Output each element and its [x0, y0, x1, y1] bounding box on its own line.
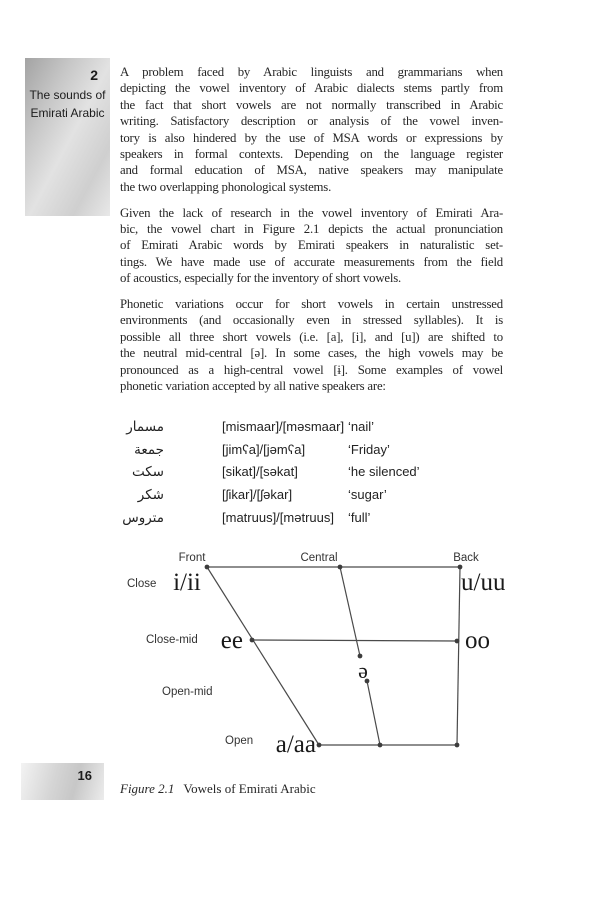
page-number: 16: [77, 768, 92, 783]
col-label-central: Central: [300, 552, 338, 564]
text-line: the fact that short vowels are not normally transcribed in Arabic: [120, 97, 503, 112]
page-number-bar: [21, 763, 104, 800]
vowel-schwa: ə: [358, 658, 368, 683]
example-transcription: [jimʕa]/[jəmʕa]: [222, 441, 306, 457]
example-row: [120, 487, 503, 510]
row-label-open: Open: [225, 735, 254, 747]
vowel-chart-figure: [125, 548, 505, 765]
chart-dot: [205, 565, 210, 570]
text-line: the two overlapping phonological systems.: [120, 179, 332, 194]
example-gloss: ‘full’: [348, 509, 371, 525]
chapter-number: 2: [90, 67, 98, 83]
text-line: tory is also hindered by the use of MSA words or expressions by: [120, 130, 503, 145]
row-label-close: Close: [127, 578, 157, 590]
example-transcription: [sikat]/[səkat]: [222, 464, 298, 480]
figure-caption-text: Vowels of Emirati Arabic: [183, 781, 316, 796]
text-line: environments (and occasionally even in stressed syllables). It is: [120, 313, 503, 328]
text-line: Given the lack of research in the vowel inventory of Emirati Ara-: [120, 205, 503, 220]
text-line: A problem faced by Arabic linguists and grammarians when: [120, 65, 503, 79]
text-line: of acoustics, especially for the inventory of short vowels.: [120, 271, 402, 286]
example-gloss: ‘sugar’: [348, 487, 387, 503]
chart-dot: [338, 565, 343, 570]
text-line: phonetic variation accepted by all native speakers are:: [120, 379, 386, 394]
row-label-open-mid: Open-mid: [162, 686, 213, 698]
chapter-title-line-1: The sounds of: [29, 88, 106, 102]
chapter-title-line-2: Emirati Arabic: [30, 106, 105, 120]
example-gloss: ‘nail’: [348, 419, 375, 434]
vowel-i-ii: i/ii: [173, 569, 201, 596]
chapter-header-bar: [25, 58, 110, 216]
figure-caption-label: Figure 2.1: [120, 781, 175, 796]
vowel-u-uu: u/uu: [461, 569, 505, 596]
chart-dot: [378, 743, 383, 748]
text-line: depicting the vowel inventory of Arabic dialects stems partly from: [120, 81, 503, 96]
text-line: and formal education of MSA, native speakers may manipulate: [120, 163, 503, 178]
example-arabic: متروس: [122, 509, 164, 525]
col-label-front: Front: [178, 552, 206, 564]
chart-dot: [455, 743, 460, 748]
chart-front-slant-line: [207, 567, 319, 745]
text-line: writing. Satisfactory description or analysis of the vowel inven-: [120, 114, 503, 129]
body-text-column: [120, 64, 503, 404]
examples-table: [120, 419, 503, 532]
example-row: [120, 419, 503, 442]
row-label-close-mid: Close-mid: [146, 634, 198, 646]
text-line: possible all three short vowels (i.e. [a], [i], and [u]) are shifted to: [120, 329, 503, 344]
example-row: [120, 510, 503, 533]
example-transcription: [mismaar]/[məsmaar]: [222, 419, 345, 434]
vowel-a-aa: a/aa: [275, 731, 316, 758]
text-line: of Emirati Arabic words by Emirati speakers in naturalistic set-: [120, 238, 503, 253]
paragraph: [120, 296, 503, 394]
text-line: speakers in formal contexts. Depending on the language register: [120, 147, 503, 162]
chapter-title: [25, 86, 110, 122]
chart-dot: [455, 639, 460, 644]
example-arabic: مسمار: [126, 419, 164, 434]
text-line: pronounced as a high-central vowel [ɨ]. Some examples of vowel: [120, 362, 503, 377]
paragraph: [120, 205, 503, 287]
example-row: [120, 442, 503, 465]
vowel-ee: ee: [220, 627, 243, 654]
chart-dot: [317, 743, 322, 748]
example-transcription: [ʃikar]/[ʃəkar]: [222, 487, 293, 503]
paragraph: [120, 64, 503, 195]
example-gloss: ‘he silenced’: [348, 464, 420, 480]
chart-close-mid-line: [252, 640, 457, 641]
text-line: the neutral mid-central [ə]. In some cases, the high vowels may be: [120, 346, 503, 361]
vowel-oo: oo: [465, 627, 490, 654]
chart-dot: [250, 638, 255, 643]
example-transcription: [matruus]/[mətruus]: [222, 509, 334, 525]
example-arabic: سكت: [131, 464, 164, 480]
text-line: Phonetic variations occur for short vowels in certain unstressed: [120, 297, 503, 312]
chart-back-line: [457, 567, 460, 745]
chart-central-upper-line: [340, 567, 360, 656]
example-row: [120, 464, 503, 487]
col-label-back: Back: [453, 552, 479, 564]
text-line: tings. We have made use of accurate measurements from the field: [120, 254, 503, 269]
chart-central-lower-line: [367, 681, 380, 745]
figure-caption: [120, 781, 503, 797]
example-gloss: ‘Friday’: [348, 441, 390, 457]
text-line: bic, the vowel chart in Figure 2.1 depicts the actual pronunciation: [120, 222, 503, 237]
example-arabic: شكر: [137, 487, 164, 503]
example-arabic: جمعة: [134, 441, 164, 457]
